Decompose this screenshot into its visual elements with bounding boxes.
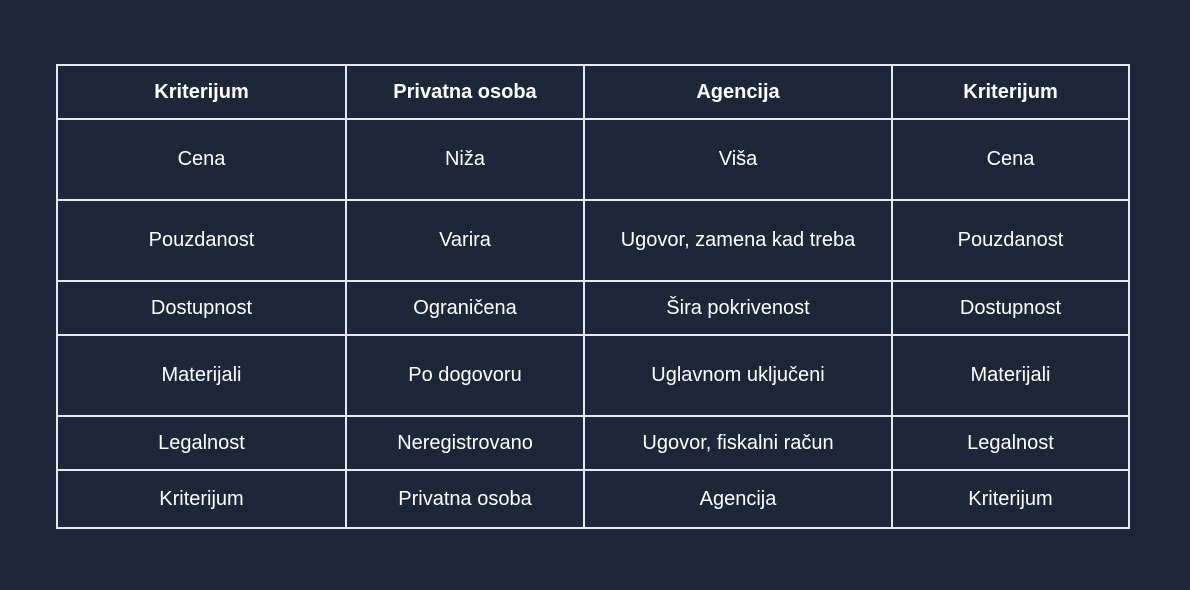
table-cell: Dostupnost bbox=[57, 281, 346, 335]
table-cell: Pouzdanost bbox=[57, 200, 346, 281]
table-row bbox=[57, 335, 1129, 416]
table-row bbox=[57, 281, 1129, 335]
header-cell-criterion-repeat: Kriterijum bbox=[892, 65, 1129, 119]
table-cell: Neregistrovano bbox=[346, 416, 584, 470]
table-row bbox=[57, 470, 1129, 528]
table-row bbox=[57, 416, 1129, 470]
table-cell: Viša bbox=[584, 119, 892, 200]
table-cell: Agencija bbox=[584, 470, 892, 528]
header-cell-agency: Agencija bbox=[584, 65, 892, 119]
table-cell: Niža bbox=[346, 119, 584, 200]
table-cell: Pouzdanost bbox=[892, 200, 1129, 281]
table-cell: Materijali bbox=[892, 335, 1129, 416]
comparison-table bbox=[56, 64, 1130, 529]
table-row bbox=[57, 119, 1129, 200]
table-cell: Kriterijum bbox=[57, 470, 346, 528]
table-cell: Ugovor, zamena kad treba bbox=[584, 200, 892, 281]
table-cell: Varira bbox=[346, 200, 584, 281]
table-cell: Legalnost bbox=[57, 416, 346, 470]
table-cell: Dostupnost bbox=[892, 281, 1129, 335]
table-cell: Materijali bbox=[57, 335, 346, 416]
table-row bbox=[57, 200, 1129, 281]
table-cell: Šira pokrivenost bbox=[584, 281, 892, 335]
comparison-table-container bbox=[56, 64, 1130, 529]
header-cell-criterion: Kriterijum bbox=[57, 65, 346, 119]
table-cell: Ograničena bbox=[346, 281, 584, 335]
table-cell: Ugovor, fiskalni račun bbox=[584, 416, 892, 470]
table-cell: Cena bbox=[57, 119, 346, 200]
table-header-row bbox=[57, 65, 1129, 119]
table-cell: Uglavnom uključeni bbox=[584, 335, 892, 416]
table-cell: Po dogovoru bbox=[346, 335, 584, 416]
table-cell: Legalnost bbox=[892, 416, 1129, 470]
table-cell: Privatna osoba bbox=[346, 470, 584, 528]
table-cell: Cena bbox=[892, 119, 1129, 200]
table-cell: Kriterijum bbox=[892, 470, 1129, 528]
header-cell-private-person: Privatna osoba bbox=[346, 65, 584, 119]
